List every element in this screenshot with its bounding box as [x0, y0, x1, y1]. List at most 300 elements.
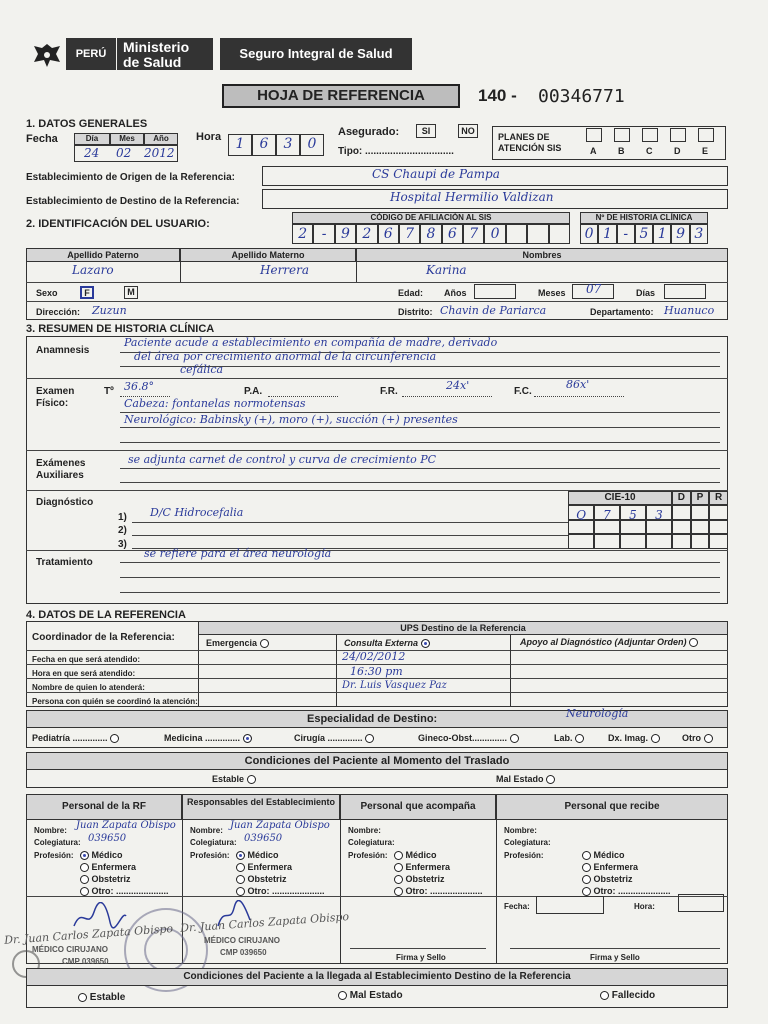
rf-otro-label: Otro: ..................... [91, 886, 169, 896]
anios-box[interactable] [474, 284, 516, 299]
dpr-cell[interactable] [709, 520, 728, 535]
recibe-otro-radio[interactable] [582, 887, 591, 896]
hora-atendido-label: Hora en que será atendido: [32, 669, 136, 678]
stamp-text-6: CMP 039650 [220, 948, 267, 957]
divider [356, 262, 357, 282]
hc-digit-box[interactable] [617, 224, 635, 244]
consulta-label: Consulta Externa [344, 638, 419, 648]
hora-digit-box[interactable] [300, 134, 324, 156]
plan-checkbox[interactable] [642, 128, 658, 142]
rule [120, 468, 720, 469]
rule [120, 482, 720, 483]
asegurado-no[interactable]: NO [458, 124, 478, 138]
acomp-colegiatura-label: Colegiatura: [348, 838, 395, 847]
hc-digit-box-value: 1 [657, 226, 667, 242]
hora-digit-box-value: 3 [283, 136, 293, 152]
sis-digit-box-value: - [321, 226, 327, 242]
rf-obstetriz-label: Obstetriz [91, 874, 131, 884]
sis-code-boxes[interactable] [292, 224, 570, 244]
planes-label: PLANES DE ATENCIÓN SIS [498, 132, 562, 153]
fr-value: 24x' [446, 379, 470, 392]
sis-digit-box[interactable] [356, 224, 377, 244]
sis-digit-box-value: 6 [383, 226, 393, 242]
plan-label: A [590, 146, 597, 156]
anamnesis-line3: cefálica [180, 363, 224, 376]
firma-acompana: Firma y Sello [396, 953, 446, 962]
cirugia-radio[interactable] [365, 734, 374, 743]
cie10-cell[interactable] [594, 520, 620, 535]
section4-heading: 4. DATOS DE LA REFERENCIA [26, 609, 186, 621]
responsables-header: Responsables del Establecimiento [182, 794, 340, 820]
cie10-digit: 5 [629, 508, 637, 522]
resp-nombre-label: Nombre: [190, 826, 223, 835]
emergencia-option[interactable] [206, 638, 269, 648]
divider [340, 820, 341, 964]
plan-label: E [702, 146, 709, 156]
origen-label: Establecimiento de Origen de la Referencia: [26, 172, 235, 183]
resp-profesion-label: Profesión: [190, 851, 230, 860]
departamento-label: Departamento: [590, 307, 654, 317]
otro-especialidad-radio[interactable] [704, 734, 713, 743]
resp-enfermera-option[interactable] [236, 862, 292, 872]
acomp-obstetriz-option[interactable] [394, 874, 445, 884]
llegada-fallecido-radio[interactable] [600, 991, 609, 1000]
llegada-mal-label: Mal Estado [349, 990, 403, 1001]
form-prefix: 140 - [478, 86, 517, 105]
llegada-mal-option[interactable] [338, 990, 403, 1001]
hc-number-boxes[interactable] [580, 224, 708, 244]
sis-digit-box[interactable] [335, 224, 356, 244]
fc-label: F.C. [514, 386, 532, 397]
llegada-mal-radio[interactable] [338, 991, 347, 1000]
pediatria-label: Pediatría .............. [32, 733, 108, 743]
rf-enfermera-radio[interactable] [80, 863, 89, 872]
distrito-value: Chavin de Pariarca [440, 304, 547, 317]
cie10-cell[interactable] [646, 505, 672, 520]
acomp-otro-option[interactable] [394, 886, 483, 896]
fc-value: 86x' [566, 378, 590, 391]
dx-imag-radio[interactable] [651, 734, 660, 743]
cie10-cell[interactable] [594, 505, 620, 520]
divider [510, 635, 511, 707]
sis-digit-box-value: 2 [298, 226, 308, 242]
llegada-fallecido-label: Fallecido [611, 990, 656, 1001]
fecha-anio: 2012 [144, 146, 175, 160]
personal-rf-header: Personal de la RF [26, 794, 182, 820]
auxiliares-value: se adjunta carnet de control y curva de crecimiento PC [128, 453, 437, 466]
header-ministry-l2: de Salud [123, 54, 182, 70]
lab-option[interactable] [554, 733, 584, 743]
plan-label: D [674, 146, 681, 156]
plan-label: B [618, 146, 625, 156]
anamnesis-label: Anamnesis [36, 345, 90, 356]
plan-checkbox[interactable] [586, 128, 602, 142]
sis-digit-box[interactable] [527, 224, 548, 244]
rule [120, 442, 720, 443]
destino-label: Establecimiento de Destino de la Referencia: [26, 196, 240, 207]
dias-box[interactable] [664, 284, 706, 299]
rule [402, 396, 492, 397]
hora-digit-box[interactable] [228, 134, 252, 156]
form-title: HOJA DE REFERENCIA [222, 84, 460, 108]
recibe-obstetriz-radio[interactable] [582, 875, 591, 884]
resp-enfermera-label: Enfermera [247, 862, 293, 872]
gineco-radio[interactable] [510, 734, 519, 743]
rf-medico-option[interactable] [80, 850, 123, 860]
sis-digit-box-value: 7 [469, 226, 479, 242]
consulta-option[interactable] [344, 638, 430, 648]
hora-digit-box[interactable] [276, 134, 300, 156]
nombre-atendera-label: Nombre de quien lo atenderá: [32, 683, 145, 692]
cie10-cell[interactable] [620, 505, 646, 520]
acomp-otro-label: Otro: ..................... [405, 886, 483, 896]
ap-pat-value: Lazaro [72, 263, 114, 277]
resp-otro-option[interactable] [236, 886, 325, 896]
divider [26, 550, 728, 551]
consulta-radio[interactable] [421, 639, 430, 648]
sis-digit-box[interactable] [442, 224, 463, 244]
diag-num-1: 1) [118, 512, 127, 523]
cie10-cell[interactable] [568, 505, 594, 520]
divider [26, 282, 728, 283]
hc-digit-box-value: - [623, 226, 629, 242]
hora-digit-box[interactable] [252, 134, 276, 156]
rule [132, 522, 568, 523]
ap-mat-value: Herrera [260, 263, 310, 277]
traslado-estable-option[interactable] [212, 774, 256, 784]
rf-otro-option[interactable] [80, 886, 169, 896]
dpr-header: D [672, 491, 691, 505]
stamp-text-5: MÉDICO CIRUJANO [204, 936, 281, 945]
traslado-mal-radio[interactable] [546, 775, 555, 784]
resp-otro-radio[interactable] [236, 887, 245, 896]
recibe-enfermera-option[interactable] [582, 862, 638, 872]
acomp-enfermera-option[interactable] [394, 862, 450, 872]
anamnesis-line1: Paciente acude a establecimiento en compañía de madre, derivado [124, 336, 498, 349]
hc-digit-box-value: 3 [694, 226, 704, 242]
cie10-cell[interactable] [568, 534, 594, 549]
recibe-colegiatura-label: Colegiatura: [504, 838, 551, 847]
resp-obstetriz-label: Obstetriz [247, 874, 287, 884]
rf-nombre-value: Juan Zapata Obispo [76, 820, 176, 831]
divider [180, 262, 181, 282]
gineco-label: Gineco-Obst.............. [418, 733, 508, 743]
fecha-mes: 02 [116, 146, 132, 160]
stamp-text-1: Dr. Juan Carlos Zapata Obispo [3, 922, 174, 947]
traslado-estable-label: Estable [212, 774, 245, 784]
sis-digit-box[interactable] [549, 224, 570, 244]
sis-digit-box-value: 9 [340, 226, 350, 242]
especialidad-label: Especialidad de Destino: [307, 713, 438, 725]
recibe-enfermera-radio[interactable] [582, 863, 591, 872]
pediatria-option[interactable] [32, 733, 119, 743]
llegada-estable-option[interactable] [78, 992, 125, 1003]
tipo-label: Tipo: ................................ [338, 146, 454, 157]
header-ministry-l1: Ministerio [123, 39, 190, 55]
recibe-hora-label: Hora: [634, 902, 655, 911]
apoyo-option[interactable] [520, 637, 698, 647]
traslado-mal-label: Mal Estado [496, 774, 544, 784]
divider [26, 450, 728, 451]
fecha-label: Fecha [26, 133, 58, 145]
dx-imag-label: Dx. Imag. [608, 733, 649, 743]
traslado-estable-radio[interactable] [247, 775, 256, 784]
medicina-label: Medicina .............. [164, 733, 241, 743]
hora-digit-box-value: 0 [307, 136, 317, 152]
hc-digit-box[interactable] [671, 224, 689, 244]
plan-checkbox[interactable] [670, 128, 686, 142]
divider [336, 635, 337, 707]
ap-mat-header: Apellido Materno [180, 248, 356, 262]
resp-colegiatura-label: Colegiatura: [190, 838, 237, 847]
hc-header: Nº DE HISTORIA CLÍNICA [580, 212, 708, 224]
plan-checkbox[interactable] [614, 128, 630, 142]
header-country: PERÚ [66, 38, 116, 70]
divider [26, 692, 728, 693]
auxiliares-label: Exámenes Auxiliares [36, 458, 86, 481]
ups-header: UPS Destino de la Referencia [198, 621, 728, 635]
resp-medico-option[interactable] [236, 850, 279, 860]
mes-header: Mes [110, 133, 144, 145]
cie10-cell[interactable] [646, 520, 672, 535]
hora-boxes[interactable] [228, 134, 324, 156]
recibe-enfermera-label: Enfermera [593, 862, 639, 872]
dpr-cell[interactable] [709, 534, 728, 549]
resp-medico-label: Médico [247, 850, 279, 860]
dias-label: Días [636, 288, 656, 298]
dpr-cell[interactable] [672, 505, 691, 520]
pediatria-radio[interactable] [110, 734, 119, 743]
rf-nombre-label: Nombre: [34, 826, 67, 835]
divider [26, 301, 728, 302]
divider [26, 378, 728, 379]
rule [120, 592, 720, 593]
recibe-medico-option[interactable] [582, 850, 625, 860]
acomp-obstetriz-label: Obstetriz [405, 874, 445, 884]
examen-line1: Cabeza: fontanelas normotensas [124, 397, 306, 410]
examen-line2: Neurológico: Babinsky (+), moro (+), succión (+) presentes [124, 413, 458, 426]
recibe-otro-option[interactable] [582, 886, 671, 896]
asegurado-label: Asegurado: [338, 126, 400, 138]
gineco-option[interactable] [418, 733, 519, 743]
dpr-cell[interactable] [672, 534, 691, 549]
llegada-estable-radio[interactable] [78, 993, 87, 1002]
dpr-cell[interactable] [691, 520, 710, 535]
fecha-atendido-value: 24/02/2012 [342, 650, 406, 663]
acomp-medico-label: Médico [405, 850, 437, 860]
sis-digit-box[interactable] [506, 224, 527, 244]
cie10-cell[interactable] [620, 520, 646, 535]
section3-heading: 3. RESUMEN DE HISTORIA CLÍNICA [26, 323, 215, 335]
acomp-enfermera-label: Enfermera [405, 862, 451, 872]
dpr-header: R [709, 491, 728, 505]
persona-coordino-label: Persona con quién se coordinó la atención: [32, 697, 198, 706]
traslado-header: Condiciones del Paciente al Momento del Traslado [26, 752, 728, 770]
otro-especialidad-label: Otro [682, 733, 701, 743]
header-ministry [117, 38, 213, 70]
firma-recibe: Firma y Sello [590, 953, 640, 962]
pa-label: P.A. [244, 386, 263, 397]
rf-profesion-label: Profesión: [34, 851, 74, 860]
examen-label: Examen Físico: [36, 386, 75, 409]
cirugia-option[interactable] [294, 733, 374, 743]
rule [120, 562, 720, 563]
destino-value: Hospital Hermilio Valdizan [390, 190, 554, 204]
sexo-f-box[interactable]: F [80, 286, 94, 299]
rf-medico-radio[interactable] [80, 851, 89, 860]
recibe-fecha-label: Fecha: [504, 902, 530, 911]
hc-digit-box[interactable] [690, 224, 708, 244]
acomp-enfermera-radio[interactable] [394, 863, 403, 872]
diag-num-2: 2) [118, 525, 127, 536]
otro-especialidad-option[interactable] [682, 733, 713, 743]
acomp-medico-option[interactable] [394, 850, 437, 860]
resp-obstetriz-radio[interactable] [236, 875, 245, 884]
cie10-cell[interactable] [594, 534, 620, 549]
tt-value: 36.8° [124, 380, 154, 393]
diag-num-3: 3) [118, 539, 127, 550]
acompana-header: Personal que acompaña [340, 794, 496, 820]
acomp-nombre-label: Nombre: [348, 826, 381, 835]
cie10-digit: 3 [655, 508, 663, 522]
hc-digit-box[interactable] [653, 224, 671, 244]
direccion-label: Dirección: [36, 307, 81, 317]
especialidad-value: Neurología [566, 707, 629, 720]
recibe-otro-label: Otro: ..................... [593, 886, 671, 896]
llegada-header: Condiciones del Paciente a la llegada al Establecimiento Destino de la Referencia [26, 968, 728, 986]
fr-label: F.R. [380, 386, 398, 397]
nombres-header: Nombres [356, 248, 728, 262]
llegada-fallecido-option[interactable] [600, 990, 655, 1001]
cie10-digit: Q [576, 508, 586, 522]
cie10-cell[interactable] [620, 534, 646, 549]
traslado-mal-option[interactable] [496, 774, 555, 784]
fecha-atendido-label: Fecha en que será atendido: [32, 655, 141, 664]
peru-logo [30, 40, 64, 70]
rf-enfermera-option[interactable] [80, 862, 136, 872]
resp-enfermera-radio[interactable] [236, 863, 245, 872]
hora-digit-box-value: 1 [235, 136, 245, 152]
hc-digit-box-value: 5 [639, 226, 649, 242]
resp-nombre-value: Juan Zapata Obispo [230, 820, 330, 831]
signature-line [510, 948, 720, 949]
dpr-cell[interactable] [709, 505, 728, 520]
dpr-cell[interactable] [691, 505, 710, 520]
recibe-hora-box[interactable] [678, 894, 724, 912]
acomp-medico-radio[interactable] [394, 851, 403, 860]
meses-label: Meses [538, 288, 566, 298]
rf-obstetriz-option[interactable] [80, 874, 131, 884]
header-program: Seguro Integral de Salud [220, 38, 412, 70]
anios-label: Años [444, 288, 467, 298]
apoyo-label: Apoyo al Diagnóstico (Adjuntar Orden) [520, 637, 687, 647]
origen-value: CS Chaupi de Pampa [372, 167, 500, 181]
apoyo-radio[interactable] [689, 638, 698, 647]
sis-digit-box[interactable] [378, 224, 399, 244]
emergencia-radio[interactable] [260, 639, 269, 648]
dx-imag-option[interactable] [608, 733, 660, 743]
hc-digit-box[interactable] [598, 224, 616, 244]
stamp-text-3: CMP 039650 [62, 957, 109, 966]
section2-heading: 2. IDENTIFICACIÓN DEL USUARIO: [26, 218, 210, 230]
asegurado-si[interactable]: SI [416, 124, 436, 138]
sis-digit-box-value: 6 [447, 226, 457, 242]
recibe-medico-radio[interactable] [582, 851, 591, 860]
plan-label: C [646, 146, 653, 156]
dpr-cell[interactable] [672, 520, 691, 535]
recibe-header: Personal que recibe [496, 794, 728, 820]
resp-colegiatura-value: 039650 [244, 833, 283, 844]
medicina-radio[interactable] [243, 734, 252, 743]
cie10-cell[interactable] [646, 534, 672, 549]
tratamiento-label: Tratamiento [36, 557, 93, 568]
section1-heading: 1. DATOS GENERALES [26, 118, 148, 130]
acomp-otro-radio[interactable] [394, 887, 403, 896]
hora-digit-box-value: 6 [259, 136, 269, 152]
hora-label: Hora [196, 131, 222, 143]
acomp-obstetriz-radio[interactable] [394, 875, 403, 884]
rf-otro-radio[interactable] [80, 887, 89, 896]
emergencia-label: Emergencia [206, 638, 258, 648]
rf-obstetriz-radio[interactable] [80, 875, 89, 884]
meses-value: 07 [586, 282, 602, 296]
resp-medico-radio[interactable] [236, 851, 245, 860]
cie10-grid[interactable] [568, 505, 728, 549]
recibe-obstetriz-option[interactable] [582, 874, 633, 884]
sis-digit-box[interactable] [420, 224, 441, 244]
divider [26, 896, 728, 897]
sis-digit-box[interactable] [313, 224, 334, 244]
departamento-value: Huanuco [664, 304, 715, 317]
edad-label: Edad: [398, 288, 424, 298]
sis-digit-box[interactable] [399, 224, 420, 244]
medicina-option[interactable] [164, 733, 252, 743]
rule [120, 577, 720, 578]
stamp-text-4: Dr. Juan Carlos Zapata Obispo [179, 910, 350, 935]
sis-digit-box-value: 8 [426, 226, 436, 242]
dpr-cell[interactable] [691, 534, 710, 549]
anio-header: Año [144, 133, 178, 145]
lab-label: Lab. [554, 733, 573, 743]
nombre-atendera-value: Dr. Luis Vasquez Paz [342, 680, 447, 691]
plan-checkbox[interactable] [698, 128, 714, 142]
sexo-m-box[interactable]: M [124, 286, 138, 299]
fecha-dia: 24 [84, 146, 100, 160]
recibe-nombre-label: Nombre: [504, 826, 537, 835]
lab-radio[interactable] [575, 734, 584, 743]
sis-digit-box-value: 2 [362, 226, 372, 242]
recibe-fecha-box[interactable] [536, 896, 604, 914]
hc-digit-box-value: 1 [602, 226, 612, 242]
distrito-label: Distrito: [398, 307, 433, 317]
sis-digit-box[interactable] [463, 224, 484, 244]
resp-obstetriz-option[interactable] [236, 874, 287, 884]
acomp-profesion-label: Profesión: [348, 851, 388, 860]
sis-digit-box[interactable] [292, 224, 313, 244]
hc-digit-box[interactable] [635, 224, 653, 244]
hc-digit-box-value: 0 [584, 226, 594, 242]
tratamiento-value: se refiere para el área neurología [144, 547, 332, 560]
llegada-estable-label: Estable [89, 992, 126, 1003]
sis-digit-box-value: 7 [405, 226, 415, 242]
divider [26, 678, 728, 679]
rule [534, 396, 624, 397]
rf-colegiatura-label: Colegiatura: [34, 838, 81, 847]
sis-digit-box[interactable] [484, 224, 505, 244]
hc-digit-box[interactable] [580, 224, 598, 244]
cie10-cell[interactable] [568, 520, 594, 535]
sis-digit-box-value: 0 [490, 226, 500, 242]
